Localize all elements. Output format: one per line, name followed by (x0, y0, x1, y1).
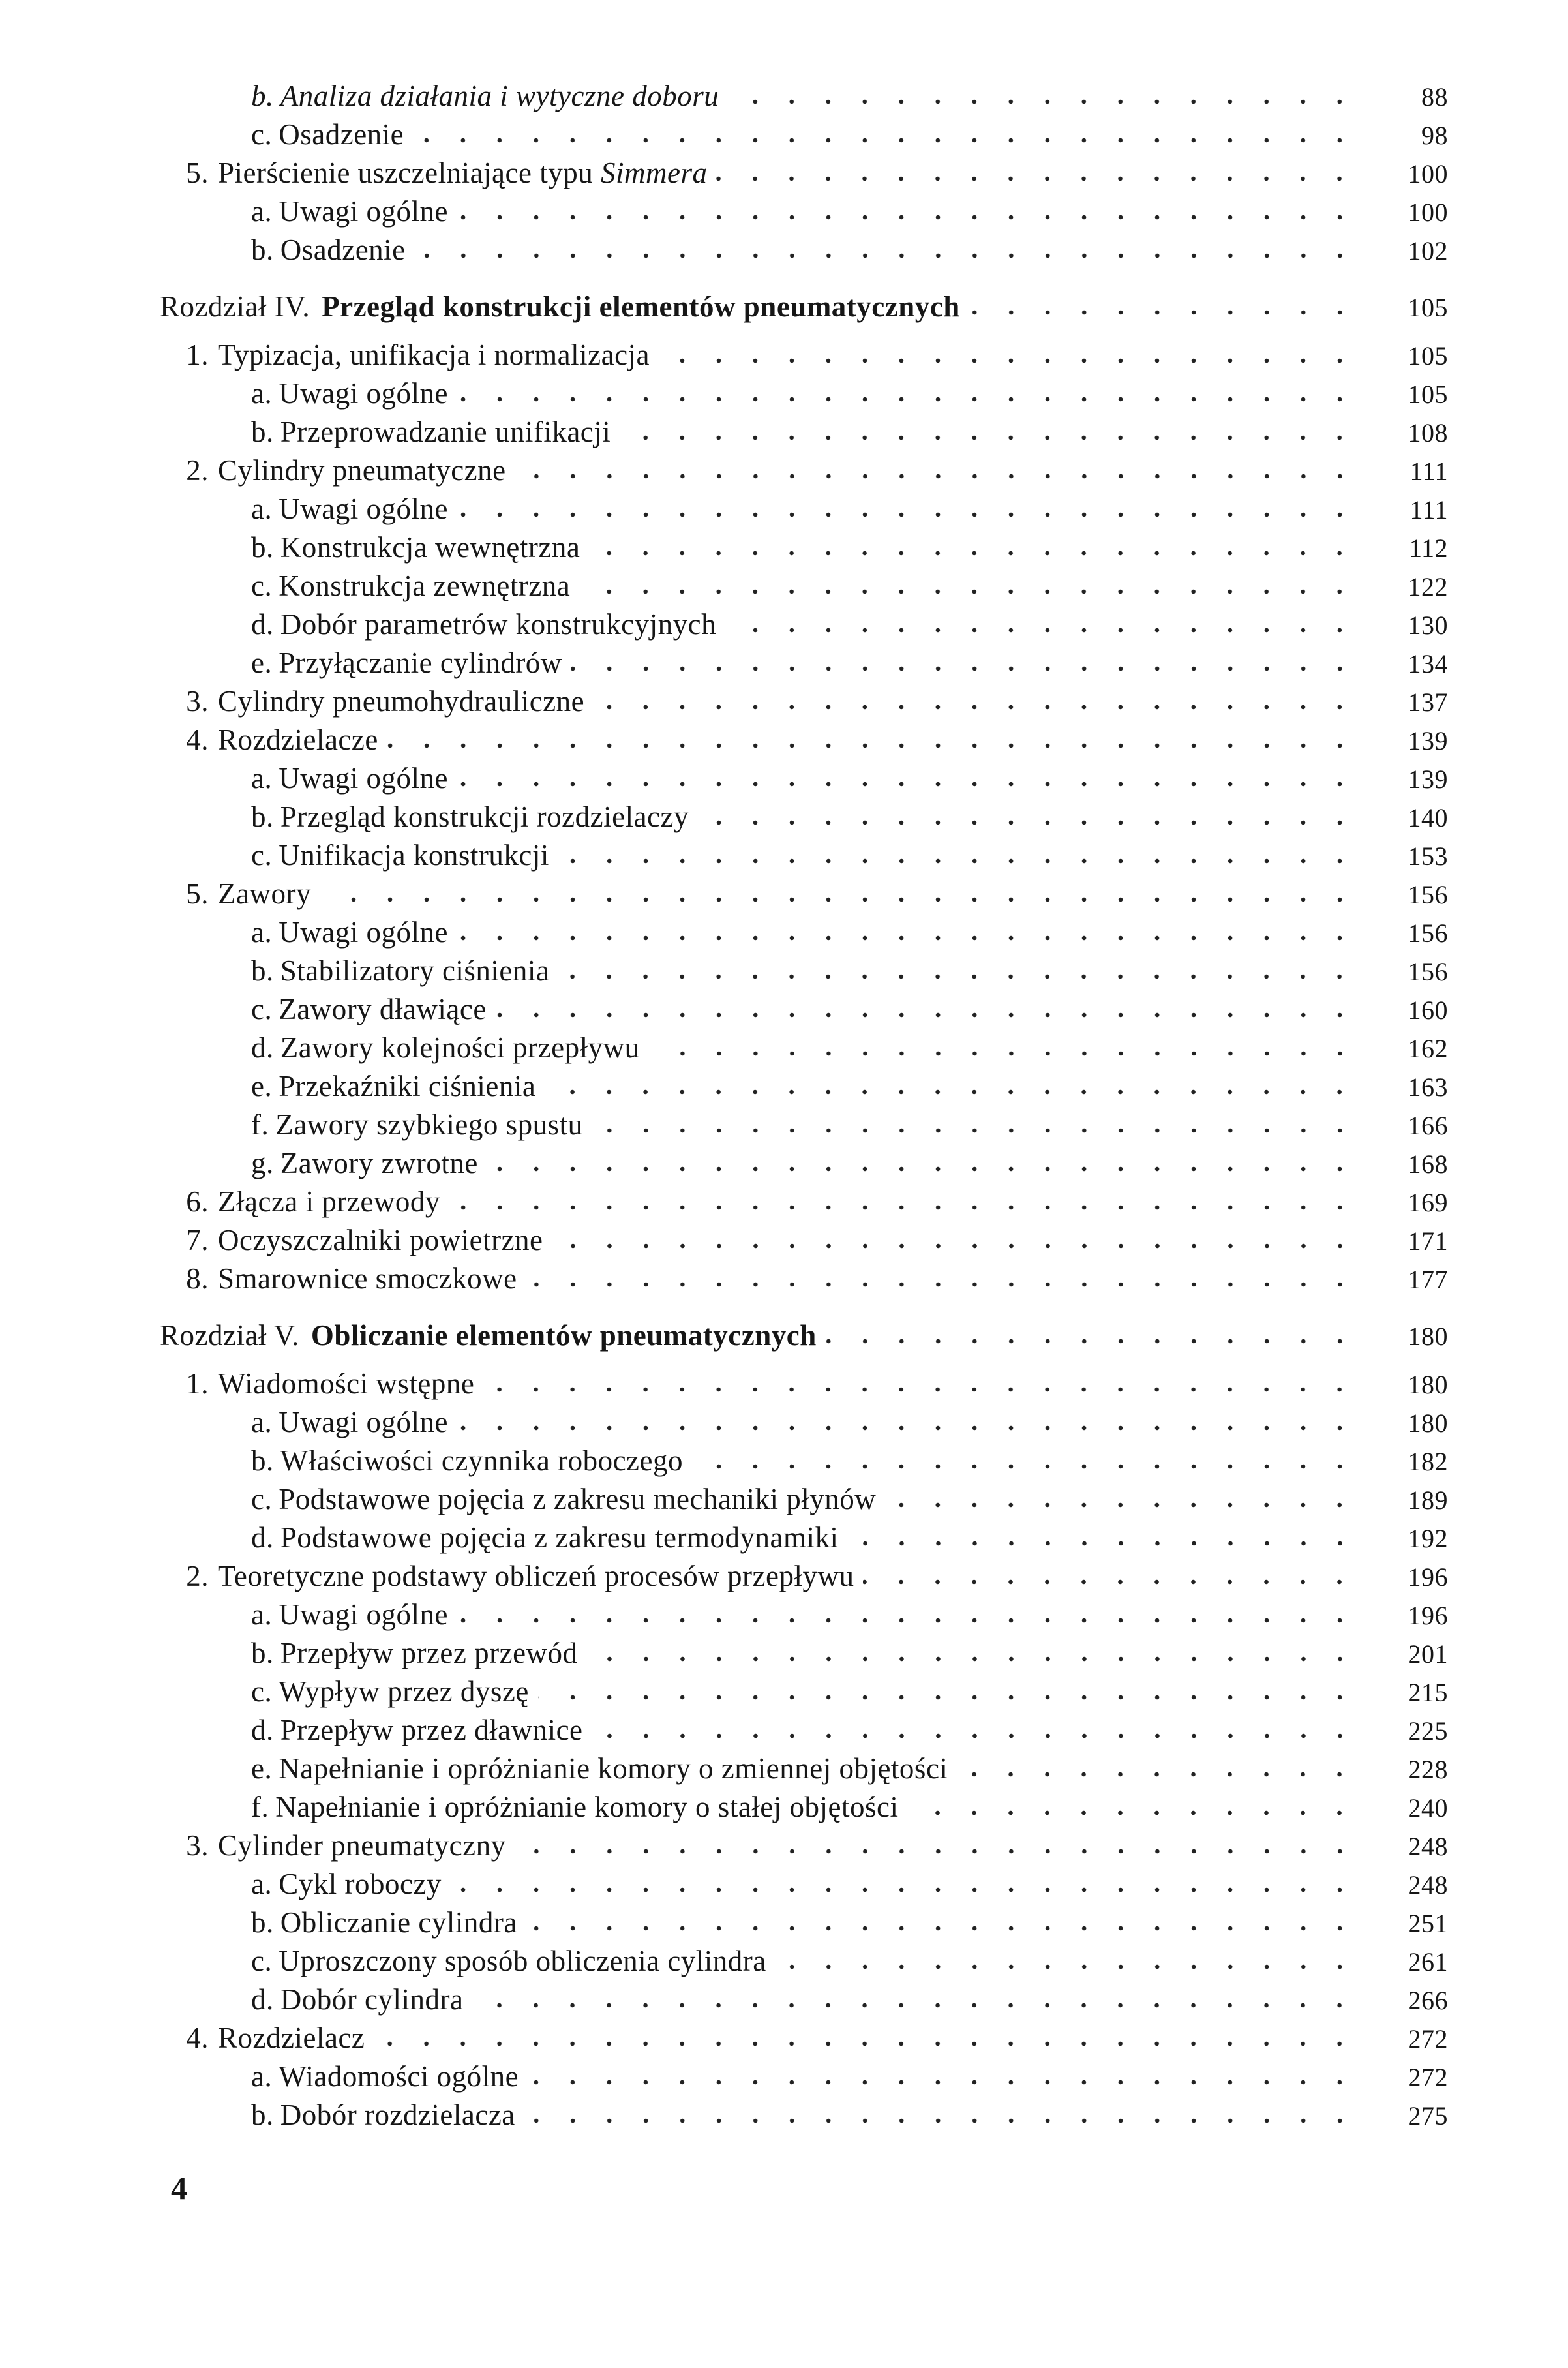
entry-number: 8. (186, 1262, 209, 1295)
entry-number: 5. (186, 157, 209, 189)
entry-number: 1. (186, 1367, 209, 1400)
entry-number: a. (251, 916, 273, 949)
entry-title: Teoretyczne podstawy obliczeń procesów przepływu (218, 1560, 854, 1592)
dot-leader (526, 1281, 1358, 1288)
entry-number: b. (251, 1444, 274, 1477)
entry-number: e. (251, 646, 273, 679)
entry-title: Typizacja, unifikacja i normalizacja (218, 339, 650, 371)
toc-entry (160, 913, 1448, 952)
entry-page-number: 261 (1408, 1947, 1448, 1977)
toc-entry (160, 490, 1448, 528)
entry-title: Cylinder pneumatyczny (218, 1829, 506, 1862)
entry-number: e. (251, 1752, 273, 1785)
toc-entry (160, 759, 1448, 798)
entry-number: d. (251, 1031, 274, 1064)
entry-page-number: 153 (1408, 842, 1448, 871)
dot-leader (571, 665, 1358, 673)
entry-title: Przyłączanie cylindrów (279, 646, 562, 679)
entry-page-number: 272 (1408, 2063, 1448, 2092)
entry-title: Zawory dławiące (279, 993, 487, 1025)
toc-entry (160, 798, 1448, 836)
toc-entry (160, 528, 1448, 567)
dot-leader (457, 1424, 1358, 1432)
entry-page-number: 166 (1408, 1111, 1448, 1140)
toc-entry (160, 990, 1448, 1029)
entry-title: Uwagi ogólne (279, 762, 448, 795)
dot-leader (725, 626, 1358, 634)
toc-entry (160, 231, 1448, 269)
entry-title: Napełnianie i opróżnianie komory o zmiennej objętości (279, 1752, 948, 1785)
entry-title: Przegląd konstrukcji elementów pneumatycznych (322, 290, 960, 323)
toc-entry (160, 154, 1448, 192)
entry-page-number: 248 (1408, 1832, 1448, 1861)
dot-leader (538, 1693, 1358, 1701)
dot-leader (524, 2117, 1358, 2125)
dot-leader (387, 742, 1358, 750)
dot-leader (526, 1924, 1358, 1932)
toc-entry (160, 1711, 1448, 1750)
entry-title: Oczyszczalniki powietrzne (218, 1224, 543, 1256)
entry-title: Uproszczony sposób obliczenia cylindra (279, 1945, 766, 1977)
entry-number: b. (251, 80, 274, 112)
dot-leader (728, 98, 1358, 106)
entry-title: Podstawowe pojęcia z zakresu mechaniki płynów (279, 1483, 877, 1515)
entry-number: a. (251, 2060, 273, 2093)
toc-entry (160, 1183, 1448, 1221)
entry-number: Rozdział V. (160, 1319, 299, 1352)
entry-title: Zawory kolejności przepływu (280, 1031, 640, 1064)
toc-entry (160, 1865, 1448, 1904)
entry-number: 2. (186, 1560, 209, 1592)
dot-leader (592, 1127, 1358, 1134)
table-of-contents (160, 77, 1448, 2134)
entry-page-number: 180 (1408, 1408, 1448, 1438)
toc-entry (160, 605, 1448, 644)
entry-number: d. (251, 1714, 274, 1746)
entry-number: a. (251, 1406, 273, 1438)
entry-title: Stabilizatory ciśnienia (280, 954, 550, 987)
entry-number: c. (251, 839, 273, 872)
entry-title: Uwagi ogólne (279, 1598, 448, 1631)
entry-title: Konstrukcja wewnętrzna (280, 531, 580, 564)
entry-page-number: 100 (1408, 198, 1448, 227)
toc-entry (160, 115, 1448, 154)
entry-number: a. (251, 493, 273, 525)
dot-leader (579, 588, 1358, 596)
entry-page-number: 111 (1410, 457, 1448, 486)
toc-entry (160, 567, 1448, 605)
entry-page-number: 169 (1408, 1188, 1448, 1217)
toc-entry (160, 1260, 1448, 1298)
toc-entry (160, 413, 1448, 451)
dot-leader (692, 1463, 1358, 1470)
entry-number: 2. (186, 454, 209, 487)
dot-leader (515, 472, 1358, 480)
entry-number: 7. (186, 1224, 209, 1256)
toc-entry (160, 682, 1448, 721)
entry-title: Przeprowadzanie unifikacji (280, 416, 611, 448)
entry-page-number: 111 (1410, 495, 1448, 524)
toc-entry (160, 192, 1448, 231)
toc-entry (160, 1750, 1448, 1788)
dot-leader (413, 136, 1358, 144)
entry-number: a. (251, 1598, 273, 1631)
entry-page-number: 240 (1408, 1793, 1448, 1823)
entry-number: c. (251, 1945, 273, 1977)
dot-leader (457, 1617, 1358, 1624)
entry-number: f. (251, 1791, 269, 1823)
toc-entry (160, 875, 1448, 913)
entry-title: Cylindry pneumatyczne (218, 454, 506, 487)
toc-entry (160, 1106, 1448, 1144)
dot-leader (587, 1655, 1358, 1663)
entry-title: Obliczanie elementów pneumatycznych (310, 1319, 817, 1352)
dot-leader (496, 1011, 1358, 1019)
entry-number: e. (251, 1070, 273, 1102)
dot-leader (457, 395, 1358, 403)
toc-chapter-entry (160, 1316, 1448, 1355)
entry-page-number: 275 (1408, 2101, 1448, 2131)
entry-page-number: 266 (1408, 1986, 1448, 2015)
entry-title: Właściwości czynnika roboczego (280, 1444, 683, 1477)
entry-title: Uwagi ogólne (279, 493, 448, 525)
entry-number: a. (251, 377, 273, 410)
toc-entry (160, 721, 1448, 759)
dot-leader (659, 357, 1358, 365)
dot-leader (776, 1963, 1358, 1971)
dot-leader (848, 1540, 1359, 1547)
entry-title: Wypływ przez dyszę (279, 1675, 529, 1708)
entry-number: a. (251, 762, 273, 795)
entry-page-number: 105 (1408, 341, 1448, 371)
dot-leader (620, 434, 1358, 442)
toc-entry (160, 1981, 1448, 2019)
entry-title: Zawory szybkiego spustu (275, 1108, 583, 1141)
entry-number: c. (251, 1675, 273, 1708)
dot-leader (487, 1165, 1358, 1173)
entry-page-number: 112 (1408, 534, 1448, 563)
entry-page-number: 130 (1408, 611, 1448, 640)
toc-entry (160, 1673, 1448, 1711)
dot-leader (320, 896, 1358, 903)
dot-leader (594, 703, 1358, 711)
entry-page-number: 137 (1408, 688, 1448, 717)
entry-title: Uwagi ogólne (279, 916, 448, 949)
entry-title: Dobór rozdzielacza (280, 2099, 515, 2131)
dot-leader (449, 1204, 1358, 1211)
toc-entry (160, 2057, 1448, 2096)
entry-page-number: 182 (1408, 1447, 1448, 1476)
entry-page-number: 139 (1408, 765, 1448, 794)
entry-number: d. (251, 608, 274, 641)
dot-leader (649, 1050, 1358, 1057)
entry-title: Uwagi ogólne (279, 1406, 448, 1438)
entry-title: Rozdzielacze (218, 723, 378, 756)
entry-title: Osadzenie (280, 234, 406, 266)
dot-leader (457, 934, 1358, 942)
dot-leader (969, 309, 1358, 316)
entry-page-number: 156 (1408, 957, 1448, 986)
toc-entry (160, 644, 1448, 682)
entry-title: Osadzenie (279, 118, 404, 151)
page-number: 4 (171, 2170, 187, 2206)
entry-page-number: 196 (1408, 1562, 1448, 1592)
entry-number: 3. (186, 1829, 209, 1862)
dot-leader (545, 1088, 1358, 1096)
dot-leader (592, 1732, 1358, 1740)
dot-leader (451, 1886, 1358, 1894)
entry-number: 6. (186, 1185, 209, 1218)
entry-page-number: 160 (1408, 995, 1448, 1025)
entry-page-number: 162 (1408, 1034, 1448, 1063)
entry-title: Zawory (218, 877, 311, 910)
entry-page-number: 215 (1408, 1678, 1448, 1707)
toc-entry (160, 1365, 1448, 1403)
entry-number: a. (251, 1868, 273, 1900)
entry-number: b. (251, 1637, 274, 1669)
entry-page-number: 272 (1408, 2024, 1448, 2054)
entry-number: d. (251, 1521, 274, 1554)
toc-entry (160, 1596, 1448, 1634)
toc-entry (160, 1221, 1448, 1260)
entry-number: g. (251, 1147, 274, 1179)
dot-leader (552, 1242, 1358, 1250)
dot-leader (907, 1809, 1358, 1817)
entry-title: Napełnianie i opróżnianie komory o stałej objętości (275, 1791, 899, 1823)
entry-page-number: 134 (1408, 649, 1448, 678)
entry-number: c. (251, 993, 273, 1025)
toc-entry (160, 1442, 1448, 1480)
entry-title: Podstawowe pojęcia z zakresu termodynamiki (280, 1521, 839, 1554)
entry-page-number: 156 (1408, 918, 1448, 948)
entry-number: Rozdział IV. (160, 290, 310, 323)
entry-number: b. (251, 531, 274, 564)
toc-entry (160, 336, 1448, 374)
entry-number: b. (251, 1906, 274, 1939)
dot-leader (589, 549, 1358, 557)
entry-page-number: 180 (1408, 1322, 1448, 1351)
entry-page-number: 105 (1408, 293, 1448, 322)
entry-number: 5. (186, 877, 209, 910)
toc-entry (160, 1067, 1448, 1106)
dot-leader (698, 819, 1358, 827)
dot-leader (716, 175, 1358, 183)
entry-page-number: 139 (1408, 726, 1448, 755)
entry-page-number: 177 (1408, 1265, 1448, 1294)
toc-chapter-entry (160, 288, 1448, 326)
toc-entry (160, 1788, 1448, 1827)
toc-entry (160, 1519, 1448, 1557)
entry-title: Cylindry pneumohydrauliczne (218, 685, 585, 718)
entry-title: Konstrukcja zewnętrzna (279, 569, 571, 602)
entry-title: Przepływ przez dławnice (280, 1714, 583, 1746)
entry-page-number: 228 (1408, 1755, 1448, 1784)
entry-page-number: 251 (1408, 1909, 1448, 1938)
toc-entry (160, 1480, 1448, 1519)
toc-entry (160, 1403, 1448, 1442)
toc-entry (160, 2019, 1448, 2057)
entry-page-number: 225 (1408, 1716, 1448, 1746)
entry-title: Analiza działania i wytyczne doboru (280, 80, 719, 112)
dot-leader (457, 511, 1358, 519)
toc-entry (160, 1634, 1448, 1673)
entry-title: Zawory zwrotne (280, 1147, 478, 1179)
entry-page-number: 122 (1408, 572, 1448, 601)
dot-leader (558, 973, 1358, 980)
dot-leader (374, 2040, 1358, 2048)
dot-leader (515, 1847, 1358, 1855)
entry-number: b. (251, 416, 274, 448)
entry-title: Wiadomości wstępne (218, 1367, 475, 1400)
dot-leader (483, 1386, 1358, 1393)
entry-page-number: 102 (1408, 236, 1448, 266)
entry-page-number: 163 (1408, 1072, 1448, 1102)
toc-entry (160, 952, 1448, 990)
dot-leader (826, 1337, 1358, 1345)
entry-title: Pierścienie uszczelniające typu (218, 157, 594, 189)
entry-page-number: 201 (1408, 1639, 1448, 1669)
entry-page-number: 98 (1421, 121, 1448, 150)
entry-title: Złącza i przewody (218, 1185, 440, 1218)
entry-page-number: 192 (1408, 1524, 1448, 1553)
dot-leader (415, 252, 1358, 260)
dot-leader (528, 2078, 1358, 2086)
toc-entry (160, 1557, 1448, 1596)
entry-page-number: 168 (1408, 1149, 1448, 1179)
entry-number: 1. (186, 339, 209, 371)
toc-entry (160, 1904, 1448, 1942)
entry-title: Dobór cylindra (280, 1983, 464, 2016)
dot-leader (863, 1578, 1358, 1586)
entry-page-number: 100 (1408, 159, 1448, 189)
dot-leader (457, 213, 1358, 221)
entry-number: 4. (186, 2022, 209, 2054)
entry-number: b. (251, 2099, 274, 2131)
entry-page-number: 108 (1408, 418, 1448, 448)
toc-entry (160, 1942, 1448, 1981)
entry-page-number: 88 (1421, 82, 1448, 112)
entry-title: Przegląd konstrukcji rozdzielaczy (280, 800, 689, 833)
entry-number: c. (251, 118, 273, 151)
entry-title: Uwagi ogólne (279, 377, 448, 410)
entry-title: Uwagi ogólne (279, 195, 448, 228)
toc-entry (160, 1144, 1448, 1183)
entry-title: Obliczanie cylindra (280, 1906, 517, 1939)
entry-number: b. (251, 954, 274, 987)
entry-number: c. (251, 1483, 273, 1515)
entry-page-number: 248 (1408, 1870, 1448, 1900)
dot-leader (558, 857, 1358, 865)
entry-page-number: 196 (1408, 1601, 1448, 1630)
entry-page-number: 180 (1408, 1370, 1448, 1399)
dot-leader (457, 780, 1358, 788)
entry-number: 4. (186, 723, 209, 756)
entry-page-number: 105 (1408, 380, 1448, 409)
entry-number: d. (251, 1983, 274, 2016)
dot-leader (957, 1770, 1358, 1778)
toc-entry (160, 2096, 1448, 2134)
dot-leader (885, 1501, 1358, 1509)
entry-number: b. (251, 234, 274, 266)
entry-title: Przekaźniki ciśnienia (279, 1070, 536, 1102)
entry-page-number: 171 (1408, 1226, 1448, 1256)
entry-title-italic: Simmera (600, 157, 708, 189)
entry-title: Cykl roboczy (279, 1868, 442, 1900)
entry-title: Smarownice smoczkowe (218, 1262, 517, 1295)
entry-number: c. (251, 569, 273, 602)
entry-page-number: 189 (1408, 1485, 1448, 1515)
toc-entry (160, 451, 1448, 490)
entry-number: b. (251, 800, 274, 833)
entry-title: Przepływ przez przewód (280, 1637, 578, 1669)
entry-number: f. (251, 1108, 269, 1141)
entry-title: Dobór parametrów konstrukcyjnych (280, 608, 717, 641)
toc-entry (160, 836, 1448, 875)
entry-number: a. (251, 195, 273, 228)
toc-entry (160, 77, 1448, 115)
toc-entry (160, 1029, 1448, 1067)
toc-entry (160, 1827, 1448, 1865)
entry-page-number: 156 (1408, 880, 1448, 909)
entry-page-number: 140 (1408, 803, 1448, 832)
entry-title: Unifikacja konstrukcji (279, 839, 549, 872)
entry-title: Wiadomości ogólne (279, 2060, 519, 2093)
toc-entry (160, 374, 1448, 413)
dot-leader (472, 2001, 1358, 2009)
entry-title: Rozdzielacz (218, 2022, 365, 2054)
entry-number: 3. (186, 685, 209, 718)
